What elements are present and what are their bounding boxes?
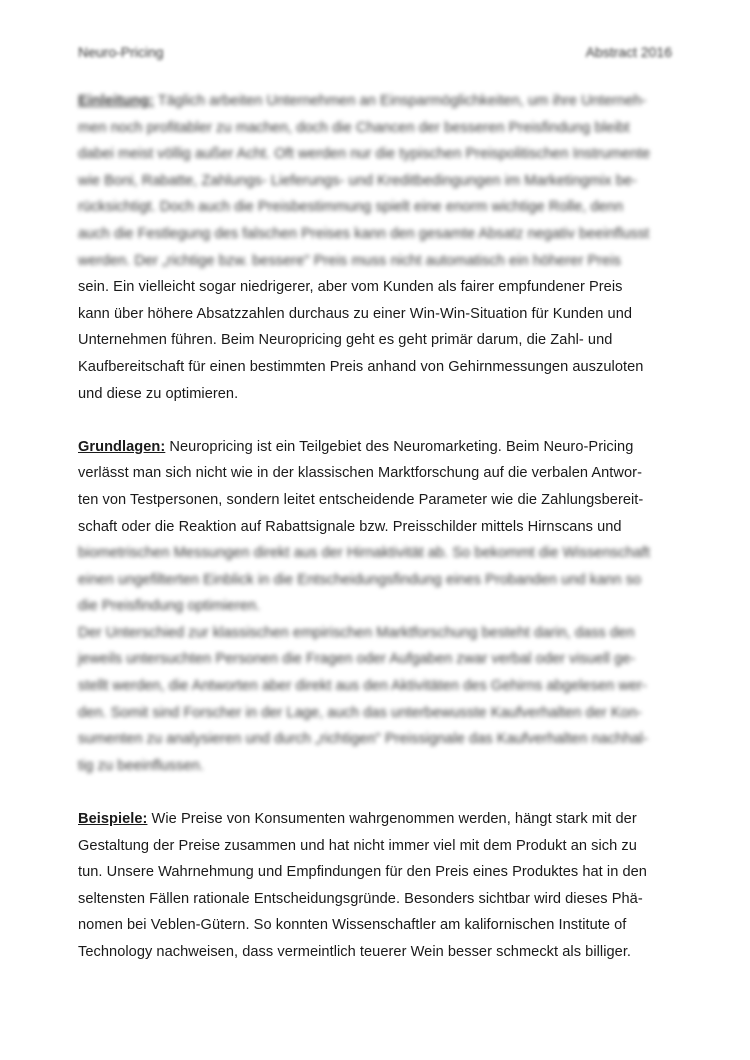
text-line: Der Unterschied zur klassischen empirischen Marktforschung besteht darin, dass den [78,624,635,641]
text-line: werden. Der „richtige bzw. bessere" Preis muss nicht automatisch ein höherer Preis [78,252,621,269]
section-label: Grundlagen: [78,438,166,455]
section-label: Beispiele: [78,811,148,828]
page-header [78,44,672,60]
section-einleitung [78,88,672,407]
text-line: stellt werden, die Antworten aber direkt aus den Aktivitäten des Gehirns abgelesen wer- [78,678,647,695]
header-year: Abstract 2016 [585,44,672,60]
text-line: men noch profitabler zu machen, doch die Chancen der besseren Preisfindung bleibt [78,119,630,136]
text-line: Grundlagen: Neuropricing ist ein Teilgebiet des Neuromarketing. Beim Neuro-Pricing [78,438,634,455]
text-line: Beispiele: Wie Preise von Konsumenten wahrgenommen werden, hängt stark mit der [78,811,637,828]
header-title: Neuro-Pricing [78,44,164,60]
text-line: Unternehmen führen. Beim Neuropricing geht es geht primär darum, die Zahl- und [78,332,613,349]
text-line: auch die Festlegung des falschen Preises kann den gesamte Absatz negativ beeinflusst [78,225,650,242]
text-line: kann über höhere Absatzzahlen durchaus zu einer Win-Win-Situation für Kunden und [78,305,633,322]
text-line: schaft oder die Reaktion auf Rabattsignale bzw. Preisschilder mittels Hirnscans und [78,518,622,535]
text-line: und diese zu optimieren. [78,385,239,402]
text-line: einen ungefilterten Einblick in die Entscheidungsfindung eines Probanden und kann so [78,571,642,588]
document-body [78,88,672,966]
text-line: tun. Unsere Wahrnehmung und Empfindungen für den Preis eines Produktes hat in den [78,864,647,881]
text-line: den. Somit sind Forscher in der Lage, auch das unterbewusste Kaufverhalten der Kon- [78,704,642,721]
text-line: wie Boni, Rabatte, Zahlungs- Lieferungs- und Kreditbedingungen im Marketingmix be- [78,172,637,189]
text-line: ten von Testpersonen, sondern leitet entscheidende Parameter wie die Zahlungsbereit- [78,491,644,508]
text-line: sumenten zu analysieren und durch „richtigen" Preissignale das Kaufverhalten nachhal- [78,731,648,748]
paragraph-gap [78,407,672,434]
text-line: verlässt man sich nicht wie in der klassischen Marktforschung auf die verbalen Antwor- [78,465,642,482]
text-line: sein. Ein vielleicht sogar niedrigerer, aber vom Kunden als fairer empfundener Preis [78,279,623,296]
text-line: rücksichtigt. Doch auch die Preisbestimmung spielt eine enorm wichtige Rolle, denn [78,199,624,216]
section-label: Einleitung: [78,93,154,109]
text-line: Gestaltung der Preise zusammen und hat nicht immer viel mit dem Produkt an sich zu [78,837,637,854]
text-line: nomen bei Veblen-Gütern. So konnten Wissenschaftler am kalifornischen Institute of [78,917,627,934]
text-line: tig zu beeinflussen. [78,757,204,774]
text-line: dabei meist völlig außer Acht. Oft werden nur die typischen Preispolitischen Instrumente [78,146,651,163]
text-line: Einleitung: Täglich arbeiten Unternehmen an Einsparmöglichkeiten, um ihre Unterneh- [78,93,647,109]
text-line: Kaufbereitschaft für einen bestimmten Preis anhand von Gehirnmessungen auszuloten [78,358,644,375]
section-grundlagen [78,434,672,780]
text-line: jeweils untersuchten Personen die Fragen oder Aufgaben zwar verbal oder visuell ge- [78,651,636,668]
text-line: Technology nachweisen, dass vermeintlich teuerer Wein besser schmeckt als billiger. [78,944,632,960]
text-line: seltensten Fällen rationale Entscheidungsgründe. Besonders sichtbar wird dieses Phä- [78,890,643,907]
paragraph-gap [78,779,672,806]
text-line: die Preisfindung optimieren. [78,598,261,615]
text-line: biometrischen Messungen direkt aus der Hirnaktivität ab. So bekommt die Wissenschaft [78,545,650,562]
section-beispiele [78,806,672,966]
